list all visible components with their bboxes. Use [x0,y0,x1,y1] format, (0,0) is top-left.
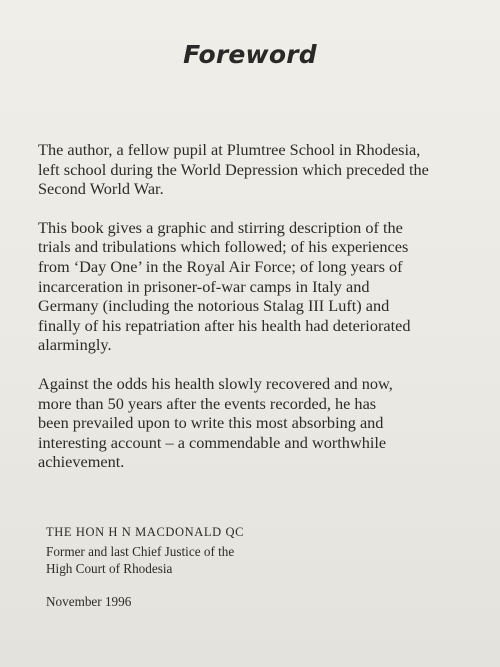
paragraph-2: This book gives a graphic and stirring description of the trials and tribulations which followed; of his experiences from ‘Day One’ in the Royal Air Force; of long years of incarceration in prisoner-of-war camps in Italy and Germany (including the notorious Stalag III Luft) and finally of his repatriation after his health had deteriorated alarmingly. [38,217,411,355]
paragraph-3: Against the odds his health slowly recovered and now, more than 50 years after the events recorded, he has been prevailed upon to write this most absorbing and interesting account – a commendable and worthwhile achievement. [38,373,393,472]
signatory-role: Former and last Chief Justice of the High Court of Rhodesia [46,544,235,576]
foreword-body [38,140,488,491]
foreword-date: November 1996 [46,594,132,609]
signature-block [46,525,466,577]
signatory-name: THE HON H N MACDONALD QC [46,525,245,539]
paragraph-1: The author, a fellow pupil at Plumtree School in Rhodesia, left school during the World Depression which preceded the Second World War. [38,140,429,199]
page-title: Foreword [183,40,317,69]
